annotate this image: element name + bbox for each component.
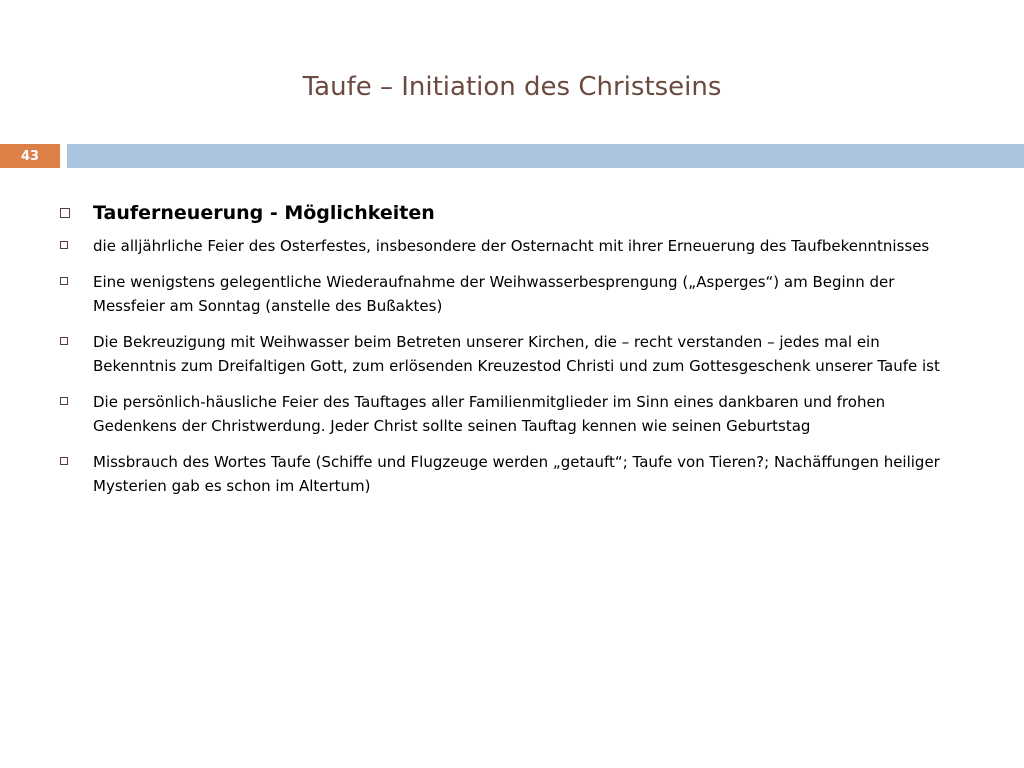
slide-title: Taufe – Initiation des Christseins xyxy=(302,72,722,102)
bullet-item xyxy=(58,234,958,258)
square-bullet-icon xyxy=(60,208,70,218)
bullet-text: Die Bekreuzigung mit Weihwasser beim Betreten unserer Kirchen, die – recht verstanden – jedes mal ein Bekenntnis zum Dreifaltigen Gott, zum erlösenden Kreuzestod Christi und zum Gottesgeschenk unserer Taufe ist xyxy=(93,333,940,375)
square-bullet-icon xyxy=(60,397,68,405)
slide-number-badge: 43 xyxy=(0,144,60,168)
bullet-item xyxy=(58,450,958,498)
square-bullet-icon xyxy=(60,457,68,465)
bullet-text: die alljährliche Feier des Osterfestes, insbesondere der Osternacht mit ihrer Erneuerung des Taufbekenntnisses xyxy=(93,237,930,255)
square-bullet-icon xyxy=(60,277,68,285)
bullet-list xyxy=(58,200,958,510)
bullet-text: Missbrauch des Wortes Taufe (Schiffe und Flugzeuge werden „getauft“; Taufe von Tieren?; Nachäffungen heiliger Mysterien gab es schon im Altertum) xyxy=(93,453,940,495)
bullet-text: Eine wenigstens gelegentliche Wiederaufnahme der Weihwasserbesprengung („Asperges“) am Beginn der Messfeier am Sonntag (anstelle des Bußaktes) xyxy=(93,273,895,315)
header-bar xyxy=(67,144,1024,168)
bullet-text: Die persönlich-häusliche Feier des Tauftages aller Familienmitglieder im Sinn eines dankbaren und frohen Gedenkens der Christwerdung. Jeder Christ sollte seinen Tauftag kennen wie seinen Geburtstag xyxy=(93,393,886,435)
square-bullet-icon xyxy=(60,337,68,345)
bullet-item-heading xyxy=(58,200,958,226)
bullet-item xyxy=(58,330,958,378)
square-bullet-icon xyxy=(60,241,68,249)
bullet-item xyxy=(58,270,958,318)
bullet-heading-text: Tauferneuerung - Möglichkeiten xyxy=(93,202,435,224)
bullet-item xyxy=(58,390,958,438)
